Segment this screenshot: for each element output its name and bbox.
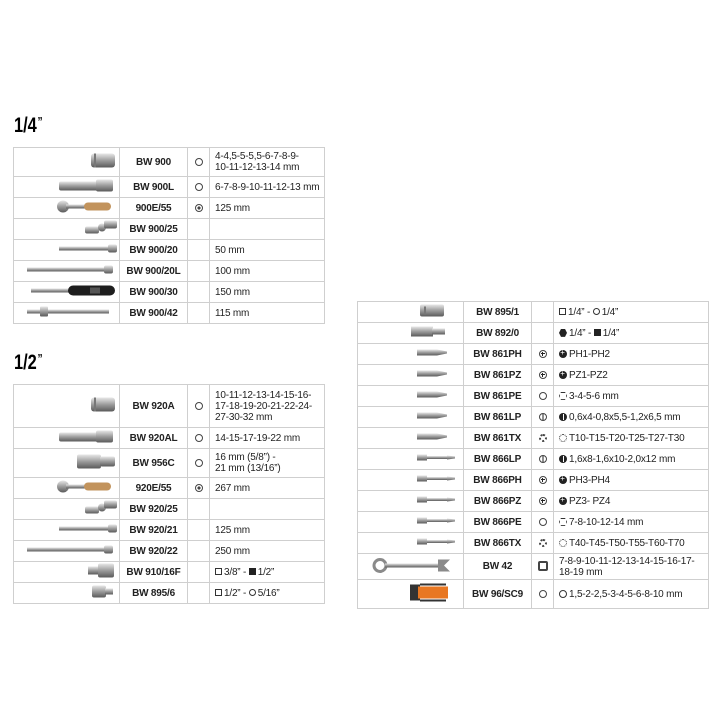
size-range bbox=[210, 562, 325, 583]
circle-symbol-icon bbox=[195, 402, 203, 410]
tool-image-cell bbox=[358, 428, 464, 449]
size-range: 125 mm bbox=[210, 520, 325, 541]
circle-symbol-icon bbox=[539, 392, 547, 400]
torx-icon bbox=[559, 434, 567, 442]
size-range bbox=[210, 499, 325, 520]
sq-full-icon bbox=[249, 568, 256, 575]
profile-symbol-cell bbox=[188, 499, 210, 520]
article-code: BW 920/25 bbox=[120, 499, 188, 520]
sq-empty-icon bbox=[215, 568, 222, 575]
article-code: BW 861LP bbox=[464, 407, 532, 428]
size-text: PZ3- PZ4 bbox=[569, 495, 611, 507]
table-row bbox=[358, 407, 709, 428]
size-range bbox=[210, 583, 325, 604]
size-range bbox=[210, 219, 325, 240]
screwdriver-handle-icon bbox=[30, 284, 116, 301]
article-code: BW 895/6 bbox=[120, 583, 188, 604]
tool-image-cell bbox=[358, 512, 464, 533]
article-code: BW 861PE bbox=[464, 386, 532, 407]
size-text: T10-T15-T20-T25-T27-T30 bbox=[569, 432, 685, 444]
table-row bbox=[358, 302, 709, 323]
bit-holder-icon bbox=[410, 325, 446, 342]
profile-symbol-cell bbox=[188, 303, 210, 324]
phil-icon bbox=[559, 476, 567, 484]
size-range bbox=[554, 470, 709, 491]
size-range bbox=[554, 580, 709, 609]
ratchet-symbol-icon bbox=[195, 484, 203, 492]
size-range bbox=[554, 302, 709, 323]
article-code: BW 900/42 bbox=[120, 303, 188, 324]
size-range bbox=[554, 344, 709, 365]
plus-symbol-icon bbox=[539, 476, 547, 484]
sliding-t-handle-icon bbox=[26, 305, 116, 322]
slot-symbol-icon bbox=[539, 455, 547, 463]
size-text: 3/8” - bbox=[224, 566, 249, 578]
extension-bar-long-icon bbox=[26, 545, 114, 558]
sq-full-icon bbox=[594, 329, 601, 336]
plus-symbol-icon bbox=[539, 497, 547, 505]
tool-image-cell bbox=[14, 541, 120, 562]
size-text: 5/16” bbox=[257, 587, 280, 599]
size-range bbox=[554, 428, 709, 449]
bit-adaptor-icon bbox=[418, 303, 446, 322]
tool-image-cell bbox=[358, 470, 464, 491]
size-range: 7-8-9-10-11-12-13-14-15-16-17- 18-19 mm bbox=[554, 554, 709, 580]
hex-key-set-icon bbox=[408, 581, 458, 608]
table-row bbox=[358, 512, 709, 533]
combination-wrench-icon bbox=[372, 555, 452, 578]
profile-symbol-cell bbox=[532, 407, 554, 428]
long-bit-icon bbox=[416, 537, 456, 550]
socket-icon bbox=[90, 396, 116, 417]
hex-icon bbox=[559, 392, 567, 400]
table-row bbox=[14, 520, 325, 541]
adaptor-icon bbox=[86, 563, 116, 582]
table-row bbox=[14, 148, 325, 177]
table-row bbox=[358, 365, 709, 386]
profile-symbol-cell bbox=[188, 478, 210, 499]
circle-symbol-icon bbox=[195, 158, 203, 166]
pz-icon bbox=[559, 371, 567, 379]
section-title-text: 1/2 bbox=[14, 351, 37, 374]
extension-bar-long-icon bbox=[26, 265, 114, 278]
circle-symbol-icon bbox=[195, 434, 203, 442]
tool-image-cell bbox=[14, 562, 120, 583]
profile-symbol-cell bbox=[532, 323, 554, 344]
size-text: 0,6x4-0,8x5,5-1,2x6,5 mm bbox=[569, 411, 681, 423]
size-range: 250 mm bbox=[210, 541, 325, 562]
circle-symbol-icon bbox=[539, 518, 547, 526]
size-range bbox=[554, 533, 709, 554]
tool-image-cell bbox=[14, 282, 120, 303]
phil-icon bbox=[559, 350, 567, 358]
size-text: 3-4-5-6 mm bbox=[569, 390, 619, 402]
tool-image-cell bbox=[14, 428, 120, 449]
ratchet-icon bbox=[54, 479, 112, 498]
tool-image-cell bbox=[14, 148, 120, 177]
profile-symbol-cell bbox=[532, 302, 554, 323]
size-range bbox=[554, 449, 709, 470]
extension-bar-icon bbox=[58, 244, 118, 257]
article-code: BW 900 bbox=[120, 148, 188, 177]
spark-plug-socket-icon bbox=[76, 453, 116, 474]
tool-image-cell bbox=[14, 449, 120, 478]
size-range bbox=[554, 491, 709, 512]
bit-icon bbox=[416, 369, 448, 382]
size-range bbox=[554, 407, 709, 428]
size-text: 1/4” bbox=[602, 327, 620, 339]
profile-symbol-cell bbox=[532, 344, 554, 365]
size-text: PZ1-PZ2 bbox=[569, 369, 608, 381]
table-row bbox=[358, 449, 709, 470]
article-code: BW 900/30 bbox=[120, 282, 188, 303]
long-bit-icon bbox=[416, 474, 456, 487]
profile-symbol-cell bbox=[188, 240, 210, 261]
profile-symbol-cell bbox=[188, 148, 210, 177]
article-code: BW 900L bbox=[120, 177, 188, 198]
profile-symbol-cell bbox=[188, 562, 210, 583]
circle-symbol-icon bbox=[195, 459, 203, 467]
article-code: BW 956C bbox=[120, 449, 188, 478]
size-range: 50 mm bbox=[210, 240, 325, 261]
tool-image-cell bbox=[358, 323, 464, 344]
table-row bbox=[14, 478, 325, 499]
table-row bbox=[14, 240, 325, 261]
tool-image-cell bbox=[14, 303, 120, 324]
tool-image-cell bbox=[358, 533, 464, 554]
article-code: BW 920A bbox=[120, 385, 188, 428]
article-code: BW 96/SC9 bbox=[464, 580, 532, 609]
size-range: 115 mm bbox=[210, 303, 325, 324]
article-code: BW 861TX bbox=[464, 428, 532, 449]
circle-symbol-icon bbox=[539, 590, 547, 598]
table-row bbox=[14, 219, 325, 240]
tool-image-cell bbox=[14, 240, 120, 261]
size-text: 1,6x8-1,6x10-2,0x12 mm bbox=[569, 453, 676, 465]
table-row bbox=[14, 177, 325, 198]
size-text: 7-8-10-12-14 mm bbox=[569, 516, 644, 528]
tool-image-cell bbox=[14, 385, 120, 428]
profile-symbol-cell bbox=[532, 533, 554, 554]
tool-image-cell bbox=[358, 344, 464, 365]
profile-symbol-cell bbox=[532, 386, 554, 407]
profile-symbol-cell bbox=[532, 491, 554, 512]
sq-empty-icon bbox=[559, 308, 566, 315]
universal-joint-icon bbox=[84, 219, 118, 240]
plus-symbol-icon bbox=[539, 350, 547, 358]
table-row bbox=[14, 499, 325, 520]
size-text: 1/4” - bbox=[569, 327, 594, 339]
size-range bbox=[554, 512, 709, 533]
table-row bbox=[14, 385, 325, 428]
long-socket-icon bbox=[58, 179, 114, 196]
table-row bbox=[358, 323, 709, 344]
hexf-icon bbox=[559, 329, 567, 337]
table-row bbox=[14, 541, 325, 562]
size-range bbox=[554, 386, 709, 407]
profile-symbol-cell bbox=[188, 449, 210, 478]
section-title-text: 1/4 bbox=[14, 114, 37, 137]
table-row bbox=[358, 386, 709, 407]
size-text: 1/2” - bbox=[224, 587, 249, 599]
table-row bbox=[358, 428, 709, 449]
size-text: 1/4” - bbox=[568, 306, 593, 318]
tool-image-cell bbox=[358, 386, 464, 407]
adaptor-small-icon bbox=[90, 584, 114, 603]
long-bit-icon bbox=[416, 495, 456, 508]
circ-icon bbox=[593, 308, 600, 315]
table-row bbox=[14, 449, 325, 478]
table-row bbox=[14, 261, 325, 282]
profile-symbol-cell bbox=[188, 198, 210, 219]
profile-symbol-cell bbox=[532, 365, 554, 386]
outline-hex-icon bbox=[559, 590, 567, 598]
tool-image-cell bbox=[358, 491, 464, 512]
table-row bbox=[14, 562, 325, 583]
inch-mark: ” bbox=[37, 114, 43, 129]
slot-icon bbox=[559, 455, 567, 463]
tool-image-cell bbox=[358, 554, 464, 580]
ratchet-icon bbox=[54, 199, 112, 218]
profile-symbol-cell bbox=[532, 428, 554, 449]
article-code: BW 920/22 bbox=[120, 541, 188, 562]
sq-empty-icon bbox=[215, 589, 222, 596]
circ-icon bbox=[249, 589, 256, 596]
hex-icon bbox=[559, 518, 567, 526]
article-code: BW 866TX bbox=[464, 533, 532, 554]
tool-image-cell bbox=[358, 407, 464, 428]
profile-symbol-cell bbox=[188, 428, 210, 449]
slot-icon bbox=[559, 413, 567, 421]
size-range: 4-4,5-5-5,5-6-7-8-9- 10-11-12-13-14 mm bbox=[210, 148, 325, 177]
size-range: 150 mm bbox=[210, 282, 325, 303]
article-code: BW 895/1 bbox=[464, 302, 532, 323]
size-range bbox=[554, 365, 709, 386]
long-bit-icon bbox=[416, 516, 456, 529]
quarter-drive-table bbox=[13, 147, 325, 324]
profile-symbol-cell bbox=[188, 583, 210, 604]
torx-icon bbox=[559, 539, 567, 547]
profile-symbol-cell bbox=[188, 282, 210, 303]
size-range: 267 mm bbox=[210, 478, 325, 499]
article-code: BW 910/16F bbox=[120, 562, 188, 583]
bit-icon bbox=[416, 411, 448, 424]
tool-image-cell bbox=[358, 449, 464, 470]
article-code: 920E/55 bbox=[120, 478, 188, 499]
profile-symbol-cell bbox=[188, 219, 210, 240]
tool-image-cell bbox=[358, 302, 464, 323]
article-code: BW 866LP bbox=[464, 449, 532, 470]
bit-icon bbox=[416, 390, 448, 403]
pz-icon bbox=[559, 497, 567, 505]
tool-image-cell bbox=[14, 520, 120, 541]
table-row bbox=[14, 303, 325, 324]
size-text: 1/2” bbox=[257, 566, 275, 578]
size-range: 14-15-17-19-22 mm bbox=[210, 428, 325, 449]
size-text: PH1-PH2 bbox=[569, 348, 610, 360]
size-range: 10-11-12-13-14-15-16- 17-18-19-20-21-22-24- 27-30-32 mm bbox=[210, 385, 325, 428]
inch-mark: ” bbox=[37, 351, 43, 366]
article-code: BW 920/21 bbox=[120, 520, 188, 541]
profile-symbol-cell bbox=[188, 261, 210, 282]
profile-symbol-cell bbox=[532, 580, 554, 609]
size-range: 100 mm bbox=[210, 261, 325, 282]
bit-icon bbox=[416, 432, 448, 445]
size-range: 125 mm bbox=[210, 198, 325, 219]
article-code: BW 900/25 bbox=[120, 219, 188, 240]
article-code: BW 861PZ bbox=[464, 365, 532, 386]
profile-symbol-cell bbox=[188, 177, 210, 198]
bit-icon bbox=[416, 348, 448, 361]
table-row bbox=[358, 580, 709, 609]
article-code: BW 866PH bbox=[464, 470, 532, 491]
tool-image-cell bbox=[14, 499, 120, 520]
tool-image-cell bbox=[14, 219, 120, 240]
table-row bbox=[358, 533, 709, 554]
combi-symbol-icon bbox=[538, 561, 548, 571]
article-code: 900E/55 bbox=[120, 198, 188, 219]
section-title-half bbox=[14, 352, 43, 373]
size-text: PH3-PH4 bbox=[569, 474, 610, 486]
tool-image-cell bbox=[358, 580, 464, 609]
universal-joint-icon bbox=[84, 499, 118, 520]
table-row bbox=[14, 282, 325, 303]
plus-symbol-icon bbox=[539, 371, 547, 379]
table-row bbox=[14, 583, 325, 604]
article-code: BW 920AL bbox=[120, 428, 188, 449]
slot-symbol-icon bbox=[539, 413, 547, 421]
torx-symbol-icon bbox=[539, 434, 547, 442]
size-range bbox=[554, 323, 709, 344]
table-row bbox=[358, 491, 709, 512]
article-code: BW 900/20L bbox=[120, 261, 188, 282]
long-bit-icon bbox=[416, 453, 456, 466]
tool-image-cell bbox=[358, 365, 464, 386]
profile-symbol-cell bbox=[188, 520, 210, 541]
tool-image-cell bbox=[14, 261, 120, 282]
half-drive-table bbox=[13, 384, 325, 604]
socket-icon bbox=[90, 152, 116, 173]
section-title-quarter bbox=[14, 115, 43, 136]
size-text: T40-T45-T50-T55-T60-T70 bbox=[569, 537, 685, 549]
circle-symbol-icon bbox=[195, 183, 203, 191]
profile-symbol-cell bbox=[188, 541, 210, 562]
size-text: 1,5-2-2,5-3-4-5-6-8-10 mm bbox=[569, 588, 683, 600]
tool-image-cell bbox=[14, 177, 120, 198]
torx-symbol-icon bbox=[539, 539, 547, 547]
table-row bbox=[14, 428, 325, 449]
tool-image-cell bbox=[14, 583, 120, 604]
profile-symbol-cell bbox=[532, 470, 554, 491]
table-row bbox=[358, 344, 709, 365]
size-text: 1/4” bbox=[601, 306, 619, 318]
article-code: BW 900/20 bbox=[120, 240, 188, 261]
article-code: BW 861PH bbox=[464, 344, 532, 365]
table-row bbox=[358, 554, 709, 580]
bits-and-wrenches-table bbox=[357, 301, 709, 609]
tool-image-cell bbox=[14, 198, 120, 219]
profile-symbol-cell bbox=[532, 449, 554, 470]
size-range: 6-7-8-9-10-11-12-13 mm bbox=[210, 177, 325, 198]
ratchet-symbol-icon bbox=[195, 204, 203, 212]
size-range: 16 mm (5/8”) - 21 mm (13/16”) bbox=[210, 449, 325, 478]
table-row bbox=[14, 198, 325, 219]
article-code: BW 866PE bbox=[464, 512, 532, 533]
profile-symbol-cell bbox=[532, 512, 554, 533]
article-code: BW 892/0 bbox=[464, 323, 532, 344]
table-row bbox=[358, 470, 709, 491]
tool-image-cell bbox=[14, 478, 120, 499]
article-code: BW 42 bbox=[464, 554, 532, 580]
article-code: BW 866PZ bbox=[464, 491, 532, 512]
profile-symbol-cell bbox=[532, 554, 554, 580]
long-socket-icon bbox=[58, 430, 114, 447]
profile-symbol-cell bbox=[188, 385, 210, 428]
extension-bar-icon bbox=[58, 524, 118, 537]
